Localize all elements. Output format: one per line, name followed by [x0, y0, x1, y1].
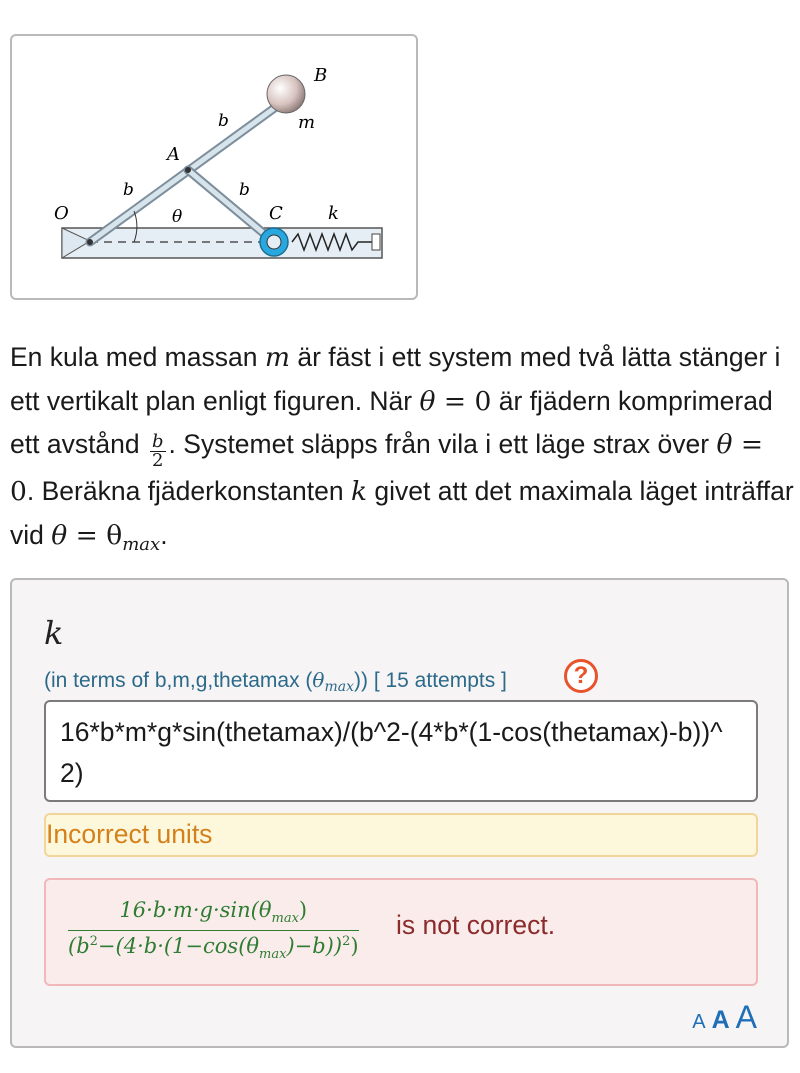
font-size-small-button[interactable]: A [692, 1011, 706, 1033]
ball-B [267, 75, 305, 113]
pivot-O [87, 239, 93, 245]
sub-max: max [122, 533, 161, 555]
den-sup1: 2 [89, 934, 98, 950]
eq-theta-max: = θ [67, 519, 123, 551]
hint-theta: θ [312, 668, 325, 692]
problem-statement [10, 336, 795, 566]
problem-text-4: . Systemet släpps från vila i ett läge strax över [168, 429, 717, 459]
font-size-controls [686, 999, 757, 1036]
eq-zero-2: = 0 [10, 429, 764, 507]
feedback-denominator [68, 931, 359, 962]
hint-sub: max [324, 679, 354, 695]
label-C: C [269, 203, 283, 224]
theta-3: θ [51, 519, 68, 551]
label-k: k [328, 203, 339, 224]
den-sup2: 2 [342, 934, 351, 950]
problem-text-3: är fjädern komprimerad ett avstånd [10, 385, 773, 459]
label-b-left: b [123, 180, 134, 200]
label-b-top: b [218, 111, 229, 131]
theta-1: θ [419, 385, 436, 417]
den-sub: max [259, 947, 287, 963]
feedback-message: is not correct. [396, 910, 556, 940]
den-1: (b [68, 934, 90, 959]
den-4: ) [350, 934, 359, 959]
num-end: ) [298, 898, 308, 922]
feedback-box [44, 878, 758, 986]
problem-text-2: är fäst i ett system med två lätta stänger i ett vertikalt plan enligt figuren. När [10, 342, 781, 416]
answer-variable-label: k [44, 614, 64, 652]
problem-text-5: . Beräkna fjäderkonstanten [26, 476, 351, 506]
help-button[interactable]: ? [564, 659, 598, 693]
frac-denominator: 2 [152, 450, 164, 471]
answer-input[interactable]: 16*b*m*g*sin(thetamax)/(b^2-(4*b*(1-cos(thetamax)-b))^2) [44, 700, 758, 802]
hint-prefix: (in terms of b,m,g,thetamax ( [44, 669, 313, 692]
figure-container [10, 34, 418, 300]
label-m: m [298, 112, 316, 133]
problem-text-7: . [160, 519, 168, 550]
den-2: −(4·b·(1−cos(θ [97, 934, 260, 959]
units-warning: Incorrect units [44, 813, 758, 857]
answer-panel [10, 578, 789, 1048]
hint-suffix: )) [ 15 attempts ] [354, 669, 507, 692]
mechanism-diagram [12, 36, 416, 298]
feedback-formula [68, 898, 359, 962]
var-m: m [264, 342, 290, 373]
theta-2: θ [716, 429, 733, 460]
label-A: A [167, 144, 180, 165]
feedback-numerator [68, 898, 359, 931]
label-B: B [314, 65, 328, 86]
label-O: O [54, 203, 69, 224]
num-text: 16·b·m·g·sin(θ [119, 898, 272, 922]
num-sub: max [271, 911, 299, 927]
label-theta: θ [172, 207, 183, 227]
answer-hint [44, 668, 507, 695]
joint-A [185, 167, 191, 173]
font-size-medium-button[interactable]: A [711, 1006, 730, 1034]
slider-C-pin [267, 235, 281, 249]
frac-numerator: b [152, 431, 164, 452]
fraction-b-half [150, 433, 166, 470]
problem-text-6: givet att det maximala läget inträffar vid [10, 476, 794, 550]
eq-zero-1: = 0 [435, 385, 492, 417]
var-k: k [350, 476, 368, 507]
font-size-large-button[interactable]: A [735, 999, 757, 1035]
den-3: )−b)) [286, 934, 343, 959]
label-b-mid: b [239, 180, 250, 200]
spring-end [372, 234, 380, 250]
problem-text-1: En kula med massan [10, 342, 265, 372]
